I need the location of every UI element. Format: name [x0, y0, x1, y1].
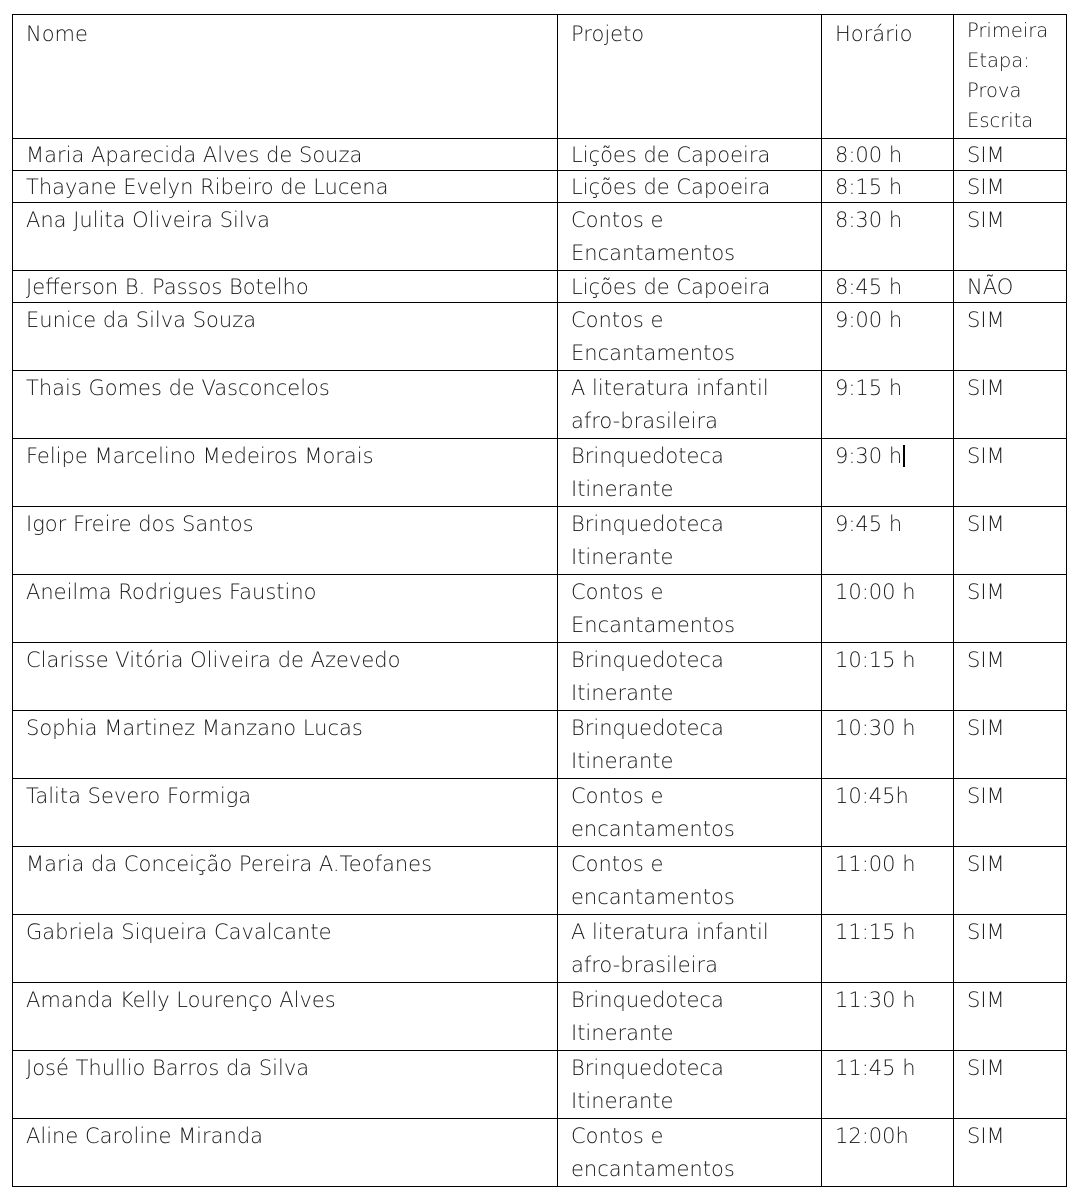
- cell-etapa: [954, 915, 1067, 983]
- cell-etapa: [954, 1119, 1067, 1187]
- cell-projeto-text: Brinquedoteca Itinerante: [571, 648, 724, 705]
- cell-horario-text: 11:30 h: [835, 988, 916, 1012]
- cell-nome-text: Gabriela Siqueira Cavalcante: [26, 920, 332, 944]
- cell-etapa-text: SIM: [967, 920, 1005, 944]
- table-row: [13, 1051, 1067, 1119]
- header-projeto: Projeto: [558, 15, 822, 139]
- cell-nome-text: Aneilma Rodrigues Faustino: [26, 580, 317, 604]
- cell-horario: [822, 371, 954, 439]
- cell-projeto-text: Lições de Capoeira: [571, 175, 771, 199]
- cell-projeto-text: Brinquedoteca Itinerante: [571, 512, 724, 569]
- cell-horario-text: 11:15 h: [835, 920, 916, 944]
- cell-etapa: [954, 711, 1067, 779]
- header-nome: Nome: [13, 15, 558, 139]
- cell-nome-text: Amanda Kelly Lourenço Alves: [26, 988, 336, 1012]
- cell-horario: [822, 779, 954, 847]
- table-row: [13, 983, 1067, 1051]
- table-row: [13, 1119, 1067, 1187]
- cell-projeto-text: Brinquedoteca Itinerante: [571, 716, 724, 773]
- table-row: [13, 575, 1067, 643]
- cell-etapa-text: SIM: [967, 1056, 1005, 1080]
- cell-nome-text: Thais Gomes de Vasconcelos: [26, 376, 330, 400]
- table-body: [13, 15, 1067, 1187]
- cell-projeto-text: Contos e Encantamentos: [571, 308, 736, 365]
- cell-horario-text: 8:15 h: [835, 175, 903, 199]
- cell-etapa-text: SIM: [967, 376, 1005, 400]
- cell-etapa: [954, 1051, 1067, 1119]
- table-row: [13, 915, 1067, 983]
- cell-projeto: [558, 171, 822, 203]
- cell-horario: [822, 711, 954, 779]
- cell-nome-text: Clarisse Vitória Oliveira de Azevedo: [26, 648, 401, 672]
- cell-nome: [13, 983, 558, 1051]
- cell-etapa-text: NÃO: [967, 275, 1014, 299]
- cell-nome: [13, 643, 558, 711]
- cell-projeto: [558, 203, 822, 271]
- cell-etapa-text: SIM: [967, 512, 1005, 536]
- cell-projeto: [558, 271, 822, 303]
- cell-nome-text: Felipe Marcelino Medeiros Morais: [26, 444, 374, 468]
- cell-nome: [13, 203, 558, 271]
- cell-etapa: [954, 139, 1067, 171]
- cell-etapa-text: SIM: [967, 208, 1005, 232]
- cell-nome: [13, 779, 558, 847]
- table-row: [13, 303, 1067, 371]
- cell-horario: [822, 171, 954, 203]
- cell-etapa: [954, 779, 1067, 847]
- cell-etapa: [954, 643, 1067, 711]
- cell-etapa-text: SIM: [967, 1124, 1005, 1148]
- cell-etapa: [954, 303, 1067, 371]
- table-row: [13, 711, 1067, 779]
- cell-horario: [822, 1119, 954, 1187]
- cell-projeto: [558, 439, 822, 507]
- header-row: [13, 15, 1067, 139]
- cell-etapa: [954, 171, 1067, 203]
- cell-etapa: [954, 371, 1067, 439]
- cell-projeto: [558, 983, 822, 1051]
- cell-nome: [13, 1051, 558, 1119]
- cell-etapa-text: SIM: [967, 175, 1005, 199]
- table-row: [13, 507, 1067, 575]
- cell-nome: [13, 507, 558, 575]
- cell-projeto: [558, 643, 822, 711]
- cell-horario-text: 8:00 h: [835, 143, 903, 167]
- cell-nome: [13, 171, 558, 203]
- schedule-table: [12, 14, 1067, 1187]
- cell-projeto-text: Contos e Encantamentos: [571, 208, 736, 265]
- cell-nome: [13, 303, 558, 371]
- cell-projeto: [558, 711, 822, 779]
- cell-horario: [822, 139, 954, 171]
- cell-nome-text: José Thullio Barros da Silva: [26, 1056, 310, 1080]
- cell-projeto: [558, 779, 822, 847]
- cell-etapa: [954, 847, 1067, 915]
- cell-horario-text: 9:45 h: [835, 512, 903, 536]
- cell-horario-text: 11:45 h: [835, 1056, 916, 1080]
- table-row: [13, 847, 1067, 915]
- cell-horario-text: 12:00h: [835, 1124, 909, 1148]
- cell-projeto-text: Contos e Encantamentos: [571, 580, 736, 637]
- cell-etapa-text: SIM: [967, 716, 1005, 740]
- cell-projeto-text: A literatura infantil afro-brasileira: [571, 376, 769, 433]
- cell-horario: [822, 507, 954, 575]
- cell-etapa-text: SIM: [967, 648, 1005, 672]
- cell-nome: [13, 439, 558, 507]
- cell-horario-text: 10:45h: [835, 784, 909, 808]
- cell-projeto: [558, 1119, 822, 1187]
- cell-etapa: [954, 203, 1067, 271]
- cell-etapa-text: SIM: [967, 444, 1005, 468]
- cell-projeto-text: Contos e encantamentos: [571, 1124, 735, 1181]
- cell-projeto: [558, 139, 822, 171]
- cell-projeto-text: Brinquedoteca Itinerante: [571, 1056, 724, 1113]
- cell-horario: [822, 983, 954, 1051]
- table-row: [13, 271, 1067, 303]
- cell-projeto: [558, 1051, 822, 1119]
- cell-etapa-text: SIM: [967, 988, 1005, 1012]
- header-horario: Horário: [822, 15, 954, 139]
- cell-nome: [13, 371, 558, 439]
- cell-projeto-text: A literatura infantil afro-brasileira: [571, 920, 769, 977]
- cell-nome: [13, 575, 558, 643]
- cell-horario-text: 10:30 h: [835, 716, 916, 740]
- cell-horario: [822, 643, 954, 711]
- cell-nome-text: Thayane Evelyn Ribeiro de Lucena: [26, 175, 389, 199]
- cell-horario-text: 10:00 h: [835, 580, 916, 604]
- table-row: [13, 371, 1067, 439]
- cell-horario-text: 9:00 h: [835, 308, 903, 332]
- cell-projeto-text: Lições de Capoeira: [571, 275, 771, 299]
- cell-nome-text: Ana Julita Oliveira Silva: [26, 208, 271, 232]
- cell-etapa: [954, 575, 1067, 643]
- table-row: [13, 171, 1067, 203]
- cell-horario: [822, 847, 954, 915]
- cell-projeto: [558, 847, 822, 915]
- cell-nome: [13, 915, 558, 983]
- cell-nome: [13, 1119, 558, 1187]
- cell-horario: [822, 439, 954, 507]
- cell-nome-text: Jefferson B. Passos Botelho: [26, 275, 309, 299]
- cell-horario-text: 8:45 h: [835, 275, 903, 299]
- cell-etapa: [954, 507, 1067, 575]
- cell-horario: [822, 303, 954, 371]
- cell-etapa: [954, 271, 1067, 303]
- cell-nome-text: Aline Caroline Miranda: [26, 1124, 264, 1148]
- cell-nome-text: Eunice da Silva Souza: [26, 308, 257, 332]
- cell-projeto-text: Contos e encantamentos: [571, 784, 735, 841]
- table-row: [13, 643, 1067, 711]
- cell-nome: [13, 139, 558, 171]
- cell-horario: [822, 575, 954, 643]
- cell-nome-text: Igor Freire dos Santos: [26, 512, 254, 536]
- cell-horario-text: 9:30 h: [835, 444, 903, 468]
- cell-projeto-text: Contos e encantamentos: [571, 852, 735, 909]
- cell-projeto: [558, 575, 822, 643]
- header-etapa: Primeira Etapa: Prova Escrita: [954, 15, 1067, 139]
- cell-nome-text: Sophia Martinez Manzano Lucas: [26, 716, 363, 740]
- cell-horario: [822, 203, 954, 271]
- cell-etapa: [954, 983, 1067, 1051]
- cell-nome: [13, 711, 558, 779]
- cell-projeto-text: Brinquedoteca Itinerante: [571, 444, 724, 501]
- table-row: [13, 779, 1067, 847]
- cell-nome-text: Talita Severo Formiga: [26, 784, 252, 808]
- cell-projeto: [558, 507, 822, 575]
- cell-projeto: [558, 303, 822, 371]
- cell-etapa-text: SIM: [967, 580, 1005, 604]
- text-cursor: [903, 445, 905, 467]
- cell-horario: [822, 271, 954, 303]
- cell-etapa-text: SIM: [967, 143, 1005, 167]
- cell-nome: [13, 847, 558, 915]
- cell-nome-text: Maria Aparecida Alves de Souza: [26, 143, 363, 167]
- table-row: [13, 203, 1067, 271]
- cell-horario-text: 9:15 h: [835, 376, 903, 400]
- cell-etapa: [954, 439, 1067, 507]
- cell-nome: [13, 271, 558, 303]
- cell-projeto: [558, 371, 822, 439]
- cell-etapa-text: SIM: [967, 308, 1005, 332]
- cell-horario-text: 10:15 h: [835, 648, 916, 672]
- table-row: [13, 139, 1067, 171]
- table-row: [13, 439, 1067, 507]
- cell-horario-text: 8:30 h: [835, 208, 903, 232]
- cell-etapa-text: SIM: [967, 784, 1005, 808]
- cell-projeto: [558, 915, 822, 983]
- cell-etapa-text: SIM: [967, 852, 1005, 876]
- cell-horario: [822, 1051, 954, 1119]
- cell-horario-text: 11:00 h: [835, 852, 916, 876]
- cell-projeto-text: Lições de Capoeira: [571, 143, 771, 167]
- cell-horario: [822, 915, 954, 983]
- cell-projeto-text: Brinquedoteca Itinerante: [571, 988, 724, 1045]
- cell-nome-text: Maria da Conceição Pereira A.Teofanes: [26, 852, 433, 876]
